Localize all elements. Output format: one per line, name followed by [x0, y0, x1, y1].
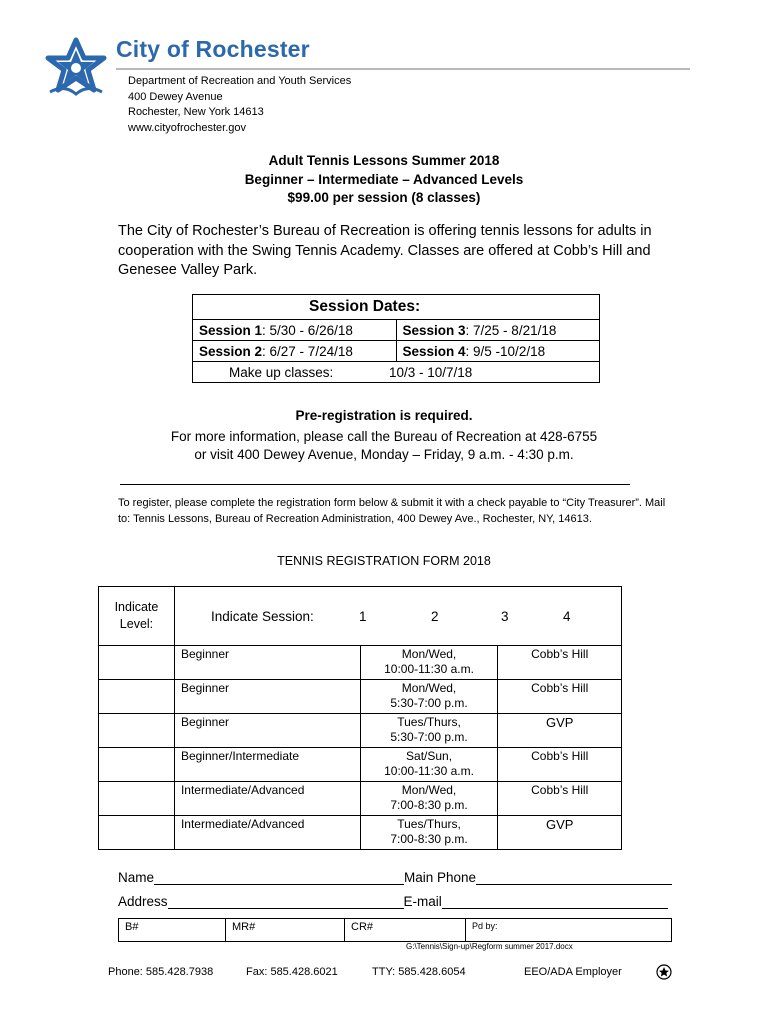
- title-line: Beginner – Intermediate – Advanced Levels: [244, 171, 524, 187]
- class-location: Cobb’s Hill: [498, 680, 622, 714]
- office-use-table: [118, 918, 672, 942]
- table-row: [99, 714, 622, 748]
- makeup-label: Make up classes:: [229, 364, 334, 380]
- address-label: Address: [118, 894, 168, 909]
- session-1-option[interactable]: 1: [358, 608, 367, 624]
- class-location: GVP: [498, 816, 622, 850]
- session-cell: Session 1: 5/30 - 6/26/18: [193, 320, 397, 341]
- info-line: or visit 400 Dewey Avenue, Monday – Friday, 9 a.m. - 4:30 p.m.: [194, 447, 574, 462]
- session-header: [174, 587, 621, 646]
- table-row: [99, 680, 622, 714]
- city-logo-icon: [44, 36, 108, 102]
- table-row: [99, 646, 622, 680]
- address-field[interactable]: [168, 894, 404, 909]
- document-title: [0, 152, 768, 208]
- session-cell: Session 3: 7/25 - 8/21/18: [396, 320, 600, 341]
- address-line: 400 Dewey Avenue: [128, 90, 223, 103]
- level-name: Intermediate/Advanced: [174, 782, 360, 816]
- website-link[interactable]: www.cityofrochester.gov: [128, 121, 246, 134]
- level-name: Intermediate/Advanced: [174, 816, 360, 850]
- class-location: Cobb’s Hill: [498, 782, 622, 816]
- level-checkbox-cell[interactable]: [99, 714, 175, 748]
- level-checkbox-cell[interactable]: [99, 748, 175, 782]
- intro-paragraph: The City of Rochester’s Bureau of Recreation is offering tennis lessons for adults in cooperation with the Swing Tennis Academy. Classes are offered at Cobb’s Hill and Genesee Valley Park.: [118, 223, 652, 278]
- class-time: Tues/Thurs, 5:30-7:00 p.m.: [360, 714, 498, 748]
- level-checkbox-cell[interactable]: [99, 816, 175, 850]
- footer-eeo: EEO/ADA Employer: [524, 966, 622, 978]
- address-line: Rochester, New York 14613: [128, 106, 264, 118]
- level-checkbox-cell[interactable]: [99, 680, 175, 714]
- file-path: G:\Tennis\Sign-up\Regform summer 2017.docx: [406, 942, 573, 951]
- contact-info: [0, 428, 768, 464]
- header-divider: [116, 68, 690, 70]
- info-line: For more information, please call the Bureau of Recreation at 428-6755: [170, 429, 598, 444]
- name-label: Name: [118, 870, 155, 885]
- session-cell: Session 2: 6/27 - 7/24/18: [193, 341, 397, 362]
- footer-tty: TTY: 585.428.6054: [372, 966, 466, 978]
- table-row: [99, 816, 622, 850]
- org-name: City of Rochester: [116, 36, 310, 62]
- section-divider: [120, 484, 630, 485]
- footer-phone: Phone: 585.428.7938: [108, 966, 214, 978]
- makeup-dates: 10/3 - 10/7/18: [389, 364, 473, 380]
- level-name: Beginner: [174, 646, 360, 680]
- preregistration-notice: Pre-registration is required.: [295, 408, 473, 423]
- session-2-option[interactable]: 2: [430, 608, 439, 624]
- class-time: Sat/Sun, 10:00-11:30 a.m.: [360, 748, 498, 782]
- level-checkbox-cell[interactable]: [99, 646, 175, 680]
- main-phone-field[interactable]: [476, 870, 672, 885]
- class-location: Cobb’s Hill: [498, 748, 622, 782]
- makeup-classes-row: [193, 362, 600, 383]
- b-number-cell[interactable]: B#: [119, 919, 226, 942]
- mr-number-cell[interactable]: MR#: [226, 919, 345, 942]
- class-time: Mon/Wed, 5:30-7:00 p.m.: [360, 680, 498, 714]
- main-phone-label: Main Phone: [404, 870, 477, 885]
- department-address: [128, 74, 351, 136]
- accessibility-seal-icon: [656, 964, 672, 980]
- email-label: E-mail: [403, 894, 442, 909]
- registration-instructions: To register, please complete the registration form below & submit it with a check payable to “City Treasurer”. Mail to: Tennis Lessons, Bureau of Recreation Administration, 400 Dewey Ave., Rochester, NY, 14613.: [118, 497, 666, 525]
- class-time: Mon/Wed, 10:00-11:30 a.m.: [360, 646, 498, 680]
- class-time: Mon/Wed, 7:00-8:30 p.m.: [360, 782, 498, 816]
- class-location: GVP: [498, 714, 622, 748]
- class-time: Tues/Thurs, 7:00-8:30 p.m.: [360, 816, 498, 850]
- level-name: Beginner: [174, 680, 360, 714]
- level-header: Indicate Level:: [99, 587, 175, 646]
- form-title: TENNIS REGISTRATION FORM 2018: [277, 554, 491, 568]
- level-name: Beginner: [174, 714, 360, 748]
- name-field[interactable]: [154, 870, 404, 885]
- name-field-row: [118, 870, 672, 885]
- table-row: [99, 782, 622, 816]
- session-4-option[interactable]: 4: [562, 608, 571, 624]
- cr-number-cell[interactable]: CR#: [345, 919, 466, 942]
- footer-fax: Fax: 585.428.6021: [246, 966, 338, 978]
- level-name: Beginner/Intermediate: [174, 748, 360, 782]
- address-field-row: [118, 894, 668, 909]
- session-3-option[interactable]: 3: [500, 608, 509, 624]
- level-checkbox-cell[interactable]: [99, 782, 175, 816]
- table-row: [99, 748, 622, 782]
- session-cell: Session 4: 9/5 -10/2/18: [396, 341, 600, 362]
- registration-table: [98, 586, 622, 850]
- session-dates-table: [192, 294, 600, 383]
- session-dates-heading: Session Dates:: [193, 295, 600, 320]
- session-header-label: Indicate Session:: [210, 608, 314, 624]
- class-location: Cobb’s Hill: [498, 646, 622, 680]
- email-field[interactable]: [442, 894, 668, 909]
- title-line: Adult Tennis Lessons Summer 2018: [268, 153, 500, 168]
- address-line: Department of Recreation and Youth Services: [128, 75, 352, 87]
- paid-by-cell[interactable]: Pd by:: [466, 919, 672, 942]
- title-line: $99.00 per session (8 classes): [287, 190, 481, 205]
